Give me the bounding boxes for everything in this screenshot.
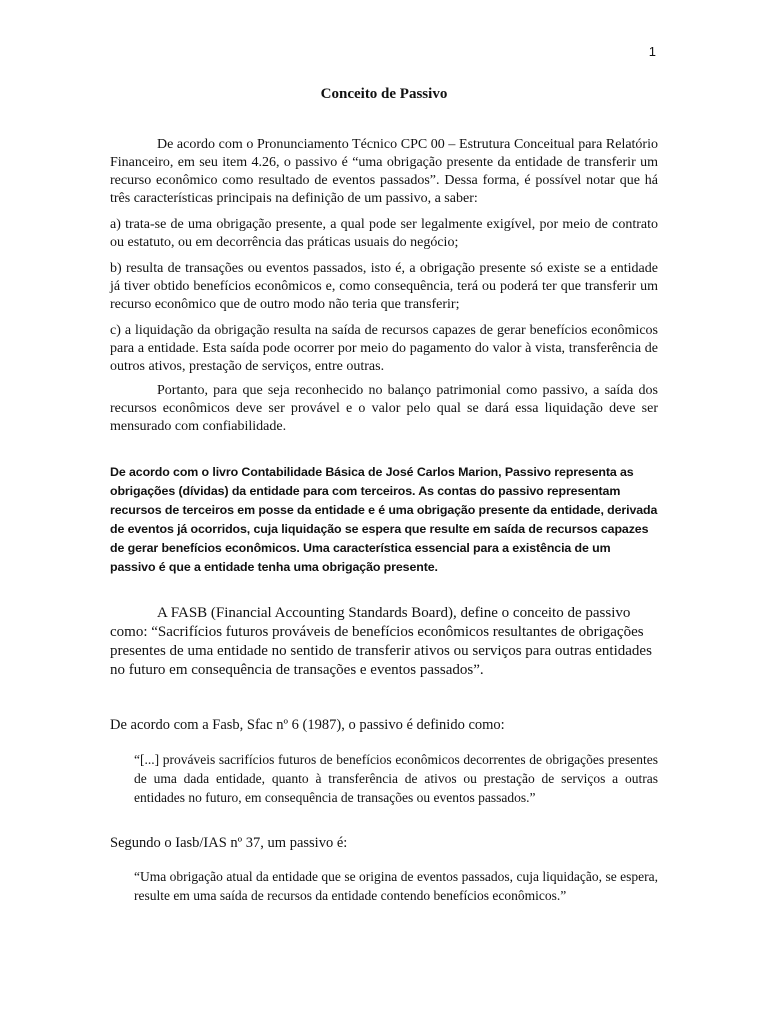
sfac-intro — [110, 716, 658, 734]
cpc-conclusion-paragraph: Portanto, para que seja reconhecido no balanço patrimonial como passivo, a saída dos recursos econômicos deve ser provável e o valor pelo qual se dará essa liquidação deve ser mensurado com confiabilidade. — [110, 383, 658, 434]
page-number: 1 — [648, 44, 656, 59]
characteristic-c: c) a liquidação da obrigação resulta na saída de recursos capazes de gerar benefícios econômicos para a entidade. Esta saída pode ocorrer por meio do pagamento do valor à vista, transferência de outros ativos, prestação de serviços, entre outras. — [110, 323, 658, 374]
fasb-section — [110, 604, 658, 680]
ias-quote-block — [134, 867, 658, 905]
sfac-quote: “[...] prováveis sacrifícios futuros de benefícios econômicos decorrentes de obrigações presentes de uma dada entidade, quanto à transferência de ativos ou prestação de serviços a outras entidades no futuro, em consequência de transações ou eventos passados.” — [134, 752, 658, 805]
sfac-quote-block — [134, 750, 658, 807]
fasb-definition-paragraph: A FASB (Financial Accounting Standards Board), define o conceito de passivo como: “Sacrifícios futuros prováveis de benefícios econômicos resultantes de obrigações presentes de uma entidade no sentido de transferir ativos ou serviços para outras entidades no futuro em consequência de transações e eventos passados”. — [110, 605, 652, 678]
sfac-intro-text: De acordo com a Fasb, Sfac nº 6 (1987), o passivo é definido como: — [110, 717, 505, 733]
ias-intro — [110, 834, 658, 852]
marion-paragraph: De acordo com o livro Contabilidade Básica de José Carlos Marion, Passivo representa as obrigações (dívidas) da entidade para com terceiros. As contas do passivo representam recursos de terceiros em posse da entidade e é uma obrigação presente da entidade, derivada de eventos já ocorridos, cuja liquidação se espera que resulte em saída de recursos capazes de gerar benefícios econômicos. Uma característica essencial para a existência de um passivo é que a entidade tenha uma obrigação presente. — [110, 465, 658, 574]
cpc-intro-paragraph: De acordo com o Pronunciamento Técnico CPC 00 – Estrutura Conceitual para Relatório Financeiro, em seu item 4.26, o passivo é “uma obrigação presente da entidade de transferir um recurso econômico como resultado de eventos passados”. Dessa forma, é possível notar que há três características principais na definição de um passivo, a saber: — [110, 137, 658, 206]
cpc-section — [110, 136, 658, 436]
characteristic-a: a) trata-se de uma obrigação presente, a qual pode ser legalmente exigível, por meio de contrato ou estatuto, ou em decorrência das práticas usuais do negócio; — [110, 217, 658, 250]
page-title: Conceito de Passivo — [320, 86, 448, 102]
ias-intro-text: Segundo o Iasb/IAS nº 37, um passivo é: — [110, 835, 348, 851]
ias-quote: “Uma obrigação atual da entidade que se origina de eventos passados, cuja liquidação, se espera, resulte em uma saída de recursos da entidade contendo benefícios econômicos.” — [134, 869, 658, 903]
marion-section — [110, 463, 658, 577]
characteristic-b: b) resulta de transações ou eventos passados, isto é, a obrigação presente só existe se a entidade já tiver obtido benefícios econômicos e, como consequência, terá ou poderá ter que transferir um recurso econômico que de outro modo não teria que transferir; — [110, 261, 658, 312]
